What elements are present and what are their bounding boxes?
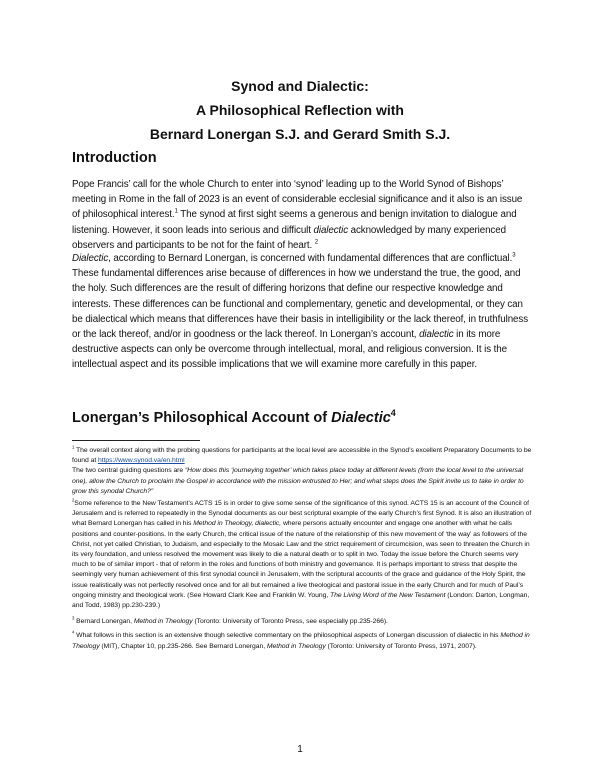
footnote-4: $^4$ What follows in this section is an extensive though selective commentary on the philosophical aspects of Lonergan discussion of dialectic in his Method in Theology (MIT), Chapter 10, pp.235-266. See Bernard Lonergan, Method in Theology (Toronto: University of Toronto Press, 1971, 2007). [72,630,530,650]
page-number: 1 [297,744,303,755]
footnote-2: $^2$Some reference to the New Testament’s ACTS 15 is in order to give some sense of the significance of this synod. ACTS 15 is an account of the Council of Jerusalem and is referred to repeatedly in the Synodal documents as our best scriptural example of the early Church’s first Synod. It is also an illustration of what Bernard Lonergan has called in his Method in Theology, dialectic, where persons actually encounter and engage one another with what he calls positions and counter-positions. In the early Church, the critical issue of the nature of the relationship of this new movement of ‘the way’ as followers of the Christ, not yet called Christian, to Judaism, and especially to the Mosaic Law and the strict requirement of circumcision, was seen to threaten the Church in its very foundation, and unless resolved the movement was likely to die a natural death or to split in two. Today the issue before the Church seems very much to be of similar import - that of reform in the roles and functions of both ministry and governance. It is perhaps important to stress that despite the seemingly very human achievement of this first synodal council in Jerusalem, with the scriptural accounts of the grace and guidance of the Holy Spirit, the issue realistically was not perfectly resolved once and for all but remained a live theological and pastoral issue in the early Church and for much of Paul’s ongoing ministry and theological work. (See Howard Clark Kee and Franklin W. Young, The Living Word of the New Testament (London: Darton, Longman, and Todd, 1983) pp.230-239.) [72,497,532,610]
footnote-ref-3[interactable]: 3 [512,252,516,259]
footnote-1-continued: The two central guiding questions are “How does this ‘journeying together’ which takes place today at different levels (from the local level to the universal one), allow the Church to proclaim the Gospel in accordance with the mission entrusted to Her; and what steps does the Spirit invite us to take in order to grow this synodal Church?” [72,467,524,495]
synod-link[interactable]: https://www.synod.va/en.html [98,457,185,465]
footnote-separator [72,440,200,441]
title-line-3: Bernard Lonergan S.J. and Gerard Smith S.J. [149,126,451,142]
section-heading-dialectic: Lonergan’s Philosophical Account of Dialectic$^4$ [72,408,396,426]
intro-paragraph-2: Dialectic, according to Bernard Lonergan, is concerned with fundamental differences that are conflictual.$^3$ These fundamental differences arise because of differences in how we understand the true, the good, and the holy. Such differences are the result of differing horizons that define our respective knowledge and interests. These differences can be functional and complementary, genetic and developmental, or they can be dialectical which means that differences have their basis in intelligibility or the lack thereof, in truthfulness or the lack thereof, and/or in goodness or the lack thereof. In Lonergan’s account, dialectic in its more destructive aspects can only be overcome through intellectual, moral, and religious conversion. It is the intellectual aspect and its possible implications that we will examine more carefully in this paper. [72,252,528,371]
footnote-1: $^1$ The overall context along with the probing questions for participants at the local level are accessible in the Synod’s excellent Preparatory Documents to be found at https://www.synod.va/en.html [72,444,532,465]
title-line-1: Synod and Dialectic: [231,78,369,94]
intro-paragraph-1: Pope Francis’ call for the whole Church to enter into ‘synod’ leading up to the World Synod of Bishops’ meeting in Rome in the fall of 2023 is an event of considerable ecclesial significance and it also is an issue of philosophical interest.$^1$ The synod at first sight seems a generous and benign invitation to dialogue and listening. However, it soon leads into serious and difficult dialectic acknowledged by many experienced observers and participants to be not for the faint of heart. $^2$ [72,179,523,251]
footnote-ref-1[interactable]: 1 [174,209,178,216]
title-line-2: A Philosophical Reflection with [196,102,404,118]
footnote-ref-2[interactable]: 2 [314,239,319,246]
footnotes [72,446,536,652]
footnote-3: $^3$ Bernard Lonergan, Method in Theology (Toronto: University of Toronto Press, see especially pp.235-266). [72,615,388,626]
footnote-ref-4[interactable]: 4 [390,408,396,419]
introduction-heading: Introduction [72,150,157,166]
